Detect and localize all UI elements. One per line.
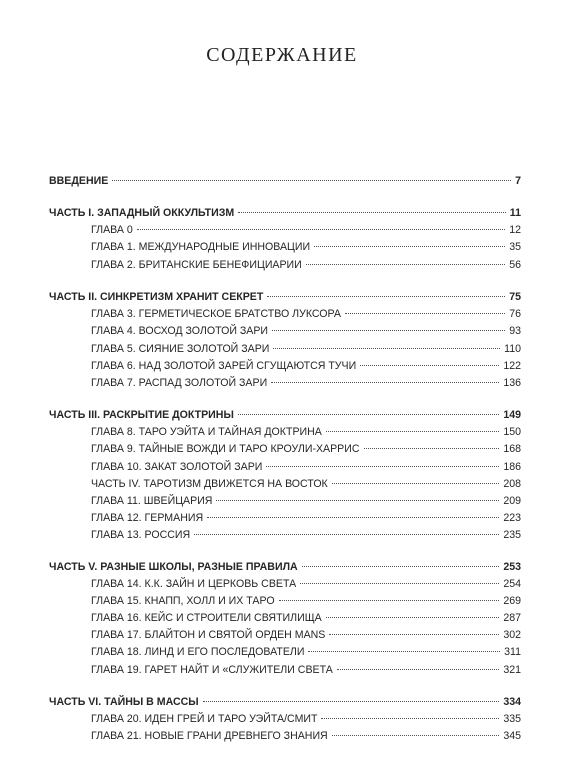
toc-entry-label: ГЛАВА 6. НАД ЗОЛОТОЙ ЗАРЕЙ СГУЩАЮТСЯ ТУЧИ xyxy=(91,360,357,372)
toc-page-number: 254 xyxy=(503,578,521,590)
toc-page-number: 321 xyxy=(503,664,521,676)
toc-page-number: 334 xyxy=(503,696,521,708)
toc-chapter-entry xyxy=(91,359,521,373)
toc-chapter-entry xyxy=(91,594,521,608)
toc-chapter-entry xyxy=(91,628,521,642)
toc-entry-label: ГЛАВА 17. БЛАЙТОН И СВЯТОЙ ОРДЕН MANS xyxy=(91,629,326,641)
toc-chapter-entry xyxy=(91,577,521,591)
toc-entry-label: ГЛАВА 15. КНАПП, ХОЛЛ И ИХ ТАРО xyxy=(91,595,275,607)
dot-leader xyxy=(273,348,500,349)
dot-leader xyxy=(326,617,500,618)
dot-leader xyxy=(332,483,500,484)
toc-page-number: 56 xyxy=(509,259,521,271)
toc-chapter-entry xyxy=(91,240,521,254)
dot-leader xyxy=(279,600,500,601)
dot-leader xyxy=(137,229,505,230)
toc-part-entry xyxy=(49,408,521,422)
toc-part-entry xyxy=(49,290,521,304)
dot-leader xyxy=(238,414,499,415)
toc-page-number: 11 xyxy=(509,207,521,219)
toc-entry-label: ЧАСТЬ IV. ТАРОТИЗМ ДВИЖЕТСЯ НА ВОСТОК xyxy=(91,478,328,490)
toc-page-number: 345 xyxy=(503,730,521,742)
dot-leader xyxy=(314,246,505,247)
toc-entry-label: ЧАСТЬ II. СИНКРЕТИЗМ ХРАНИТ СЕКРЕТ xyxy=(49,291,264,303)
toc-entry-label: ГЛАВА 1. МЕЖДУНАРОДНЫЕ ИННОВАЦИИ xyxy=(91,241,311,253)
toc-page-number: 335 xyxy=(503,713,521,725)
toc-chapter-entry xyxy=(91,460,521,474)
toc-entry-label: ГЛАВА 5. СИЯНИЕ ЗОЛОТОЙ ЗАРИ xyxy=(91,343,270,355)
toc-entry-label: ГЛАВА 3. ГЕРМЕТИЧЕСКОЕ БРАТСТВО ЛУКСОРА xyxy=(91,308,341,320)
toc-chapter-entry xyxy=(91,511,521,525)
dot-leader xyxy=(272,330,505,331)
dot-leader xyxy=(337,669,500,670)
dot-leader xyxy=(321,718,499,719)
dot-leader xyxy=(345,313,505,314)
toc-page-number: 75 xyxy=(509,291,521,303)
dot-leader xyxy=(216,500,499,501)
toc-entry-label: ГЛАВА 4. ВОСХОД ЗОЛОТОЙ ЗАРИ xyxy=(91,325,269,337)
dot-leader xyxy=(266,466,499,467)
toc-entry-label: ГЛАВА 2. БРИТАНСКИЕ БЕНЕФИЦИАРИИ xyxy=(91,259,302,271)
toc-page-number: 76 xyxy=(509,308,521,320)
toc-entry-label: ЧАСТЬ I. ЗАПАДНЫЙ ОККУЛЬТИЗМ xyxy=(49,207,235,219)
toc-page-number: 287 xyxy=(503,612,521,624)
toc-entry-label: ЧАСТЬ V. РАЗНЫЕ ШКОЛЫ, РАЗНЫЕ ПРАВИЛА xyxy=(49,561,298,573)
toc-page-number: 235 xyxy=(503,529,521,541)
toc-page-number: 35 xyxy=(509,241,521,253)
page-title: СОДЕРЖАНИЕ xyxy=(206,44,358,66)
toc-page-number: 209 xyxy=(503,495,521,507)
toc-page-number: 12 xyxy=(509,224,521,236)
toc-chapter-entry xyxy=(91,425,521,439)
dot-leader xyxy=(329,634,499,635)
toc-part-entry xyxy=(49,206,521,220)
toc-page-number: 122 xyxy=(503,360,521,372)
toc-entry-label: ГЛАВА 18. ЛИНД И ЕГО ПОСЛЕДОВАТЕЛИ xyxy=(91,646,305,658)
toc-entry-label: ГЛАВА 11. ШВЕЙЦАРИЯ xyxy=(91,495,213,507)
toc-entry-label: ВВЕДЕНИЕ xyxy=(49,175,109,187)
toc-chapter-entry xyxy=(91,712,521,726)
dot-leader xyxy=(238,212,506,213)
dot-leader xyxy=(326,431,499,432)
toc-chapter-entry xyxy=(91,223,521,237)
dot-leader xyxy=(308,651,500,652)
toc-page-number: 311 xyxy=(504,646,521,658)
toc-entry-label: ГЛАВА 16. КЕЙС И СТРОИТЕЛИ СВЯТИЛИЩА xyxy=(91,612,322,624)
dot-leader xyxy=(364,448,500,449)
toc-page-number: 150 xyxy=(503,426,521,438)
toc-page-number: 110 xyxy=(504,343,521,355)
dot-leader xyxy=(267,296,505,297)
toc-page-number: 186 xyxy=(503,461,521,473)
toc-chapter-entry xyxy=(91,258,521,272)
toc-chapter-entry xyxy=(91,342,521,356)
dot-leader xyxy=(271,382,499,383)
toc-entry-label: ЧАСТЬ VI. ТАЙНЫ В МАССЫ xyxy=(49,696,199,708)
toc-page-number: 269 xyxy=(503,595,521,607)
toc-chapter-entry xyxy=(91,645,521,659)
toc-entry-label: ГЛАВА 13. РОССИЯ xyxy=(91,529,191,541)
toc-page-number: 149 xyxy=(503,409,521,421)
toc-entry-label: ГЛАВА 14. К.К. ЗАЙН И ЦЕРКОВЬ СВЕТА xyxy=(91,578,297,590)
toc-chapter-entry xyxy=(91,442,521,456)
toc-part-entry xyxy=(49,174,521,188)
toc-entry-label: ГЛАВА 9. ТАЙНЫЕ ВОЖДИ И ТАРО КРОУЛИ-ХАРРИС xyxy=(91,443,360,455)
toc-entry-label: ГЛАВА 10. ЗАКАТ ЗОЛОТОЙ ЗАРИ xyxy=(91,461,263,473)
toc-entry-label: ЧАСТЬ III. РАСКРЫТИЕ ДОКТРИНЫ xyxy=(49,409,234,421)
toc-page-number: 302 xyxy=(503,629,521,641)
toc-page-number: 7 xyxy=(515,175,521,187)
dot-leader xyxy=(194,534,499,535)
toc-entry-label: ГЛАВА 8. ТАРО УЭЙТА И ТАЙНАЯ ДОКТРИНА xyxy=(91,426,322,438)
toc-chapter-entry xyxy=(91,324,521,338)
toc-chapter-entry xyxy=(91,729,521,743)
toc-page-number: 168 xyxy=(503,443,521,455)
dot-leader xyxy=(112,180,511,181)
dot-leader xyxy=(203,701,500,702)
dot-leader xyxy=(302,566,500,567)
toc-page-number: 223 xyxy=(503,512,521,524)
dot-leader xyxy=(300,583,499,584)
toc-chapter-entry xyxy=(91,663,521,677)
dot-leader xyxy=(332,735,500,736)
toc-entry-label: ГЛАВА 7. РАСПАД ЗОЛОТОЙ ЗАРИ xyxy=(91,377,268,389)
toc-part-entry xyxy=(49,560,521,574)
toc-chapter-entry xyxy=(91,376,521,390)
toc-entry-label: ГЛАВА 20. ИДЕН ГРЕЙ И ТАРО УЭЙТА/СМИТ xyxy=(91,713,318,725)
toc-chapter-entry xyxy=(91,528,521,542)
dot-leader xyxy=(207,517,499,518)
toc-page-number: 253 xyxy=(503,561,521,573)
toc-chapter-entry xyxy=(91,477,521,491)
toc-chapter-entry xyxy=(91,494,521,508)
dot-leader xyxy=(306,264,505,265)
toc-part-entry xyxy=(49,695,521,709)
toc-page-number: 208 xyxy=(503,478,521,490)
dot-leader xyxy=(360,365,499,366)
toc-entry-label: ГЛАВА 19. ГАРЕТ НАЙТ И «СЛУЖИТЕЛИ СВЕТА xyxy=(91,664,333,676)
toc-entry-label: ГЛАВА 0 xyxy=(91,224,133,236)
toc-chapter-entry xyxy=(91,307,521,321)
toc-chapter-entry xyxy=(91,611,521,625)
toc-entry-label: ГЛАВА 12. ГЕРМАНИЯ xyxy=(91,512,204,524)
toc-page-number: 93 xyxy=(509,325,521,337)
toc-entry-label: ГЛАВА 21. НОВЫЕ ГРАНИ ДРЕВНЕГО ЗНАНИЯ xyxy=(91,730,328,742)
toc-page-number: 136 xyxy=(503,377,521,389)
